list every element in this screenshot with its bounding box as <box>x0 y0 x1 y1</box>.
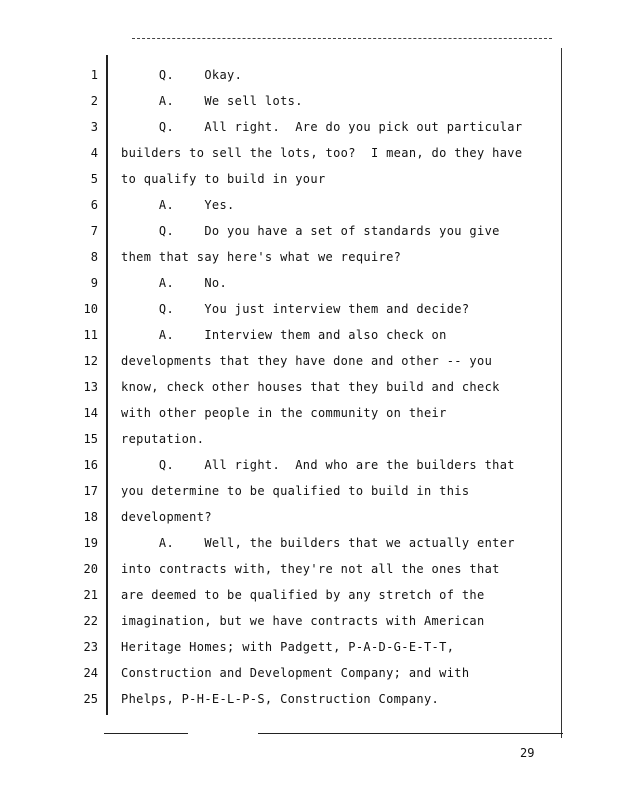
line-number: 3 <box>90 120 98 134</box>
line-text: Heritage Homes; with Padgett, P-A-D-G-E-T-T, <box>121 640 455 654</box>
top-rule <box>132 38 552 39</box>
line-text: to qualify to build in your <box>121 172 326 186</box>
line-text: Q. All right. Are do you pick out particular <box>121 120 523 134</box>
transcript-line <box>0 88 618 114</box>
transcript-line <box>0 530 618 556</box>
transcript-line <box>0 270 618 296</box>
line-text: with other people in the community on their <box>121 406 447 420</box>
line-text: reputation. <box>121 432 205 446</box>
line-text: into contracts with, they're not all the ones that <box>121 562 500 576</box>
line-number: 6 <box>90 198 98 212</box>
transcript-line <box>0 244 618 270</box>
page-number: 29 <box>520 746 535 760</box>
line-number: 1 <box>90 68 98 82</box>
line-number: 14 <box>83 406 98 420</box>
line-number: 13 <box>83 380 98 394</box>
line-text: development? <box>121 510 212 524</box>
line-text: Construction and Development Company; and with <box>121 666 470 680</box>
bottom-rule-left <box>104 733 188 734</box>
transcript-line <box>0 452 618 478</box>
line-number: 17 <box>83 484 98 498</box>
transcript-line <box>0 166 618 192</box>
transcript-line <box>0 140 618 166</box>
transcript-line <box>0 478 618 504</box>
line-number: 9 <box>90 276 98 290</box>
line-number: 4 <box>90 146 98 160</box>
line-text: developments that they have done and other -- you <box>121 354 493 368</box>
line-number: 12 <box>83 354 98 368</box>
transcript-line <box>0 192 618 218</box>
line-number: 2 <box>90 94 98 108</box>
transcript-line <box>0 634 618 660</box>
transcript-line <box>0 374 618 400</box>
transcript-line <box>0 114 618 140</box>
line-text: A. No. <box>121 276 228 290</box>
line-text: Q. Okay. <box>121 68 243 82</box>
bottom-rule-right <box>258 733 563 734</box>
line-text: imagination, but we have contracts with American <box>121 614 485 628</box>
transcript-line <box>0 660 618 686</box>
line-number: 23 <box>83 640 98 654</box>
transcript-line <box>0 218 618 244</box>
line-number: 24 <box>83 666 98 680</box>
transcript-line <box>0 62 618 88</box>
line-text: A. Interview them and also check on <box>121 328 447 342</box>
line-text: A. Well, the builders that we actually enter <box>121 536 515 550</box>
line-text: Q. All right. And who are the builders that <box>121 458 515 472</box>
transcript-line <box>0 322 618 348</box>
transcript-line <box>0 400 618 426</box>
transcript-line <box>0 686 618 712</box>
line-text: Q. Do you have a set of standards you give <box>121 224 500 238</box>
line-text: are deemed to be qualified by any stretch of the <box>121 588 485 602</box>
line-number: 25 <box>83 692 98 706</box>
transcript-line <box>0 556 618 582</box>
line-text: them that say here's what we require? <box>121 250 402 264</box>
line-number: 16 <box>83 458 98 472</box>
line-text: Phelps, P-H-E-L-P-S, Construction Company. <box>121 692 440 706</box>
line-number: 20 <box>83 562 98 576</box>
transcript-line <box>0 426 618 452</box>
line-number: 7 <box>90 224 98 238</box>
line-number: 19 <box>83 536 98 550</box>
line-text: Q. You just interview them and decide? <box>121 302 470 316</box>
line-text: A. Yes. <box>121 198 235 212</box>
line-number: 15 <box>83 432 98 446</box>
line-number: 21 <box>83 588 98 602</box>
line-number: 10 <box>83 302 98 316</box>
line-text: you determine to be qualified to build in this <box>121 484 470 498</box>
transcript-lines <box>0 62 618 712</box>
transcript-line <box>0 348 618 374</box>
transcript-line <box>0 582 618 608</box>
transcript-line <box>0 608 618 634</box>
line-number: 5 <box>90 172 98 186</box>
line-number: 11 <box>83 328 98 342</box>
line-text: builders to sell the lots, too? I mean, do they have <box>121 146 523 160</box>
line-number: 8 <box>90 250 98 264</box>
transcript-line <box>0 296 618 322</box>
line-text: know, check other houses that they build and check <box>121 380 500 394</box>
line-text: A. We sell lots. <box>121 94 303 108</box>
line-number: 18 <box>83 510 98 524</box>
transcript-line <box>0 504 618 530</box>
line-number: 22 <box>83 614 98 628</box>
